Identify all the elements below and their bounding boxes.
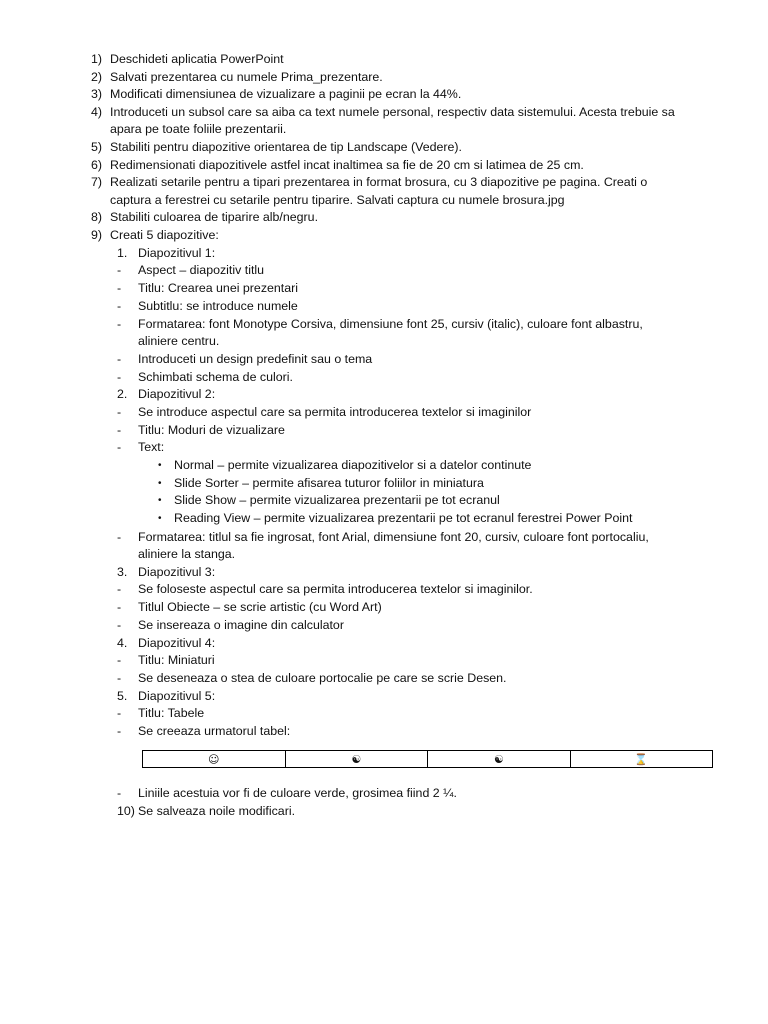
hourglass-icon: ⌛ <box>570 751 713 768</box>
sub-item-text: Aspect – diapozitiv titlu <box>138 263 265 277</box>
item-text: Introduceti un subsol care sa aiba ca text numele personal, respectiv data sistemului. Acesta trebuie sa <box>110 105 675 119</box>
sub-item-text: Formatarea: titlul sa fie ingrosat, font Arial, dimensiune font 20, cursiv, culoare font portocaliu, <box>138 530 649 544</box>
sub-item-text: Titlu: Miniaturi <box>138 653 215 667</box>
sub-item-text: Introduceti un design predefinit sau o tema <box>138 352 373 366</box>
bullet-text: Slide Show – permite vizualizarea prezentarii pe tot ecranul <box>174 493 500 507</box>
slide-number: 2. <box>117 387 128 401</box>
dash: - <box>117 263 122 277</box>
item-text: Redimensionati diapozitivele astfel incat inaltimea sa fie de 20 cm si latimea de 25 cm. <box>110 158 584 172</box>
dash: - <box>117 281 122 295</box>
slide-number: 3. <box>117 565 128 579</box>
sub-item-text: Titlu: Moduri de vizualizare <box>138 423 285 437</box>
item-number: 9) <box>91 228 103 242</box>
dash: - <box>117 440 122 454</box>
item-number: 1) <box>91 52 103 66</box>
slide-title: Diapozitivul 2: <box>138 387 216 401</box>
sub-item-text: Se creeaza urmatorul tabel: <box>138 724 291 738</box>
item-text: Se salveaza noile modificari. <box>138 804 296 818</box>
sub-item-text: Se insereaza o imagine din calculator <box>138 618 344 632</box>
yin-yang-icon: ☯ <box>428 751 571 768</box>
smiley-icon: ☺ <box>143 751 286 768</box>
sub-item-text: Titlul Obiecte – se scrie artistic (cu Word Art) <box>138 600 382 614</box>
slide-title: Diapozitivul 3: <box>138 565 216 579</box>
dash: - <box>117 370 122 384</box>
sub-item-text: Titlu: Tabele <box>138 706 205 720</box>
item-number: 4) <box>91 105 103 119</box>
dash: - <box>117 582 122 596</box>
item-text: Modificati dimensiunea de vizualizare a paginii pe ecran la 44%. <box>110 87 462 101</box>
bullet-icon: • <box>158 460 162 471</box>
slide-title: Diapozitivul 4: <box>138 636 216 650</box>
dash: - <box>117 618 122 632</box>
item-text: captura a ferestrei cu setarile pentru tiparire. Salvati captura cu numele brosura.jpg <box>110 193 565 207</box>
item-text: Stabiliti culoarea de tiparire alb/negru. <box>110 210 319 224</box>
dash: - <box>117 671 122 685</box>
bullet-icon: • <box>158 513 162 524</box>
dash: - <box>117 299 122 313</box>
item-text: apara pe toate foliile prezentarii. <box>110 122 287 136</box>
sub-item-text: aliniere centru. <box>138 334 220 348</box>
slide-number: 4. <box>117 636 128 650</box>
sub-item-text: Liniile acestuia vor fi de culoare verde, grosimea fiind 2 ¼. <box>138 786 457 800</box>
item-number: 3) <box>91 87 103 101</box>
dash: - <box>117 706 122 720</box>
sub-item-text: Se introduce aspectul care sa permita introducerea textelor si imaginilor <box>138 405 532 419</box>
symbol-table <box>142 750 713 768</box>
sub-item-text: Se foloseste aspectul care sa permita introducerea textelor si imaginilor. <box>138 582 533 596</box>
item-number: 8) <box>91 210 103 224</box>
dash: - <box>117 317 122 331</box>
slide-number: 1. <box>117 246 128 260</box>
sub-item-text: Titlu: Crearea unei prezentari <box>138 281 299 295</box>
item-text: Stabiliti pentru diapozitive orientarea de tip Landscape (Vedere). <box>110 140 462 154</box>
item-number: 10) <box>117 804 135 818</box>
dash: - <box>117 786 122 800</box>
table-row <box>143 751 713 768</box>
item-number: 7) <box>91 175 103 189</box>
dash: - <box>117 724 122 738</box>
sub-item-text: Text: <box>138 440 165 454</box>
bullet-text: Normal – permite vizualizarea diapozitivelor si a datelor continute <box>174 458 532 472</box>
yin-yang-icon: ☯ <box>285 751 428 768</box>
slide-number: 5. <box>117 689 128 703</box>
sub-item-text: Subtitlu: se introduce numele <box>138 299 298 313</box>
item-number: 2) <box>91 70 103 84</box>
dash: - <box>117 530 122 544</box>
sub-item-text: Se deseneaza o stea de culoare portocalie pe care se scrie Desen. <box>138 671 507 685</box>
slide-title: Diapozitivul 1: <box>138 246 216 260</box>
item-number: 6) <box>91 158 103 172</box>
dash: - <box>117 352 122 366</box>
item-text: Salvati prezentarea cu numele Prima_prezentare. <box>110 70 383 84</box>
slide-title: Diapozitivul 5: <box>138 689 216 703</box>
item-number: 5) <box>91 140 103 154</box>
bullet-text: Slide Sorter – permite afisarea tuturor foliilor in miniatura <box>174 476 484 490</box>
item-text: Deschideti aplicatia PowerPoint <box>110 52 284 66</box>
sub-item-text: Schimbati schema de culori. <box>138 370 293 384</box>
dash: - <box>117 405 122 419</box>
bullet-text: Reading View – permite vizualizarea prezentarii pe tot ecranul ferestrei Power Point <box>174 511 633 525</box>
bullet-icon: • <box>158 495 162 506</box>
sub-item-text: Formatarea: font Monotype Corsiva, dimensiune font 25, cursiv (italic), culoare font albastru, <box>138 317 643 331</box>
bullet-icon: • <box>158 478 162 489</box>
dash: - <box>117 653 122 667</box>
sub-item-text: aliniere la stanga. <box>138 547 236 561</box>
item-text: Creati 5 diapozitive: <box>110 228 219 242</box>
item-text: Realizati setarile pentru a tipari prezentarea in format brosura, cu 3 diapozitive pe pagina. Creati o <box>110 175 648 189</box>
dash: - <box>117 423 122 437</box>
dash: - <box>117 600 122 614</box>
